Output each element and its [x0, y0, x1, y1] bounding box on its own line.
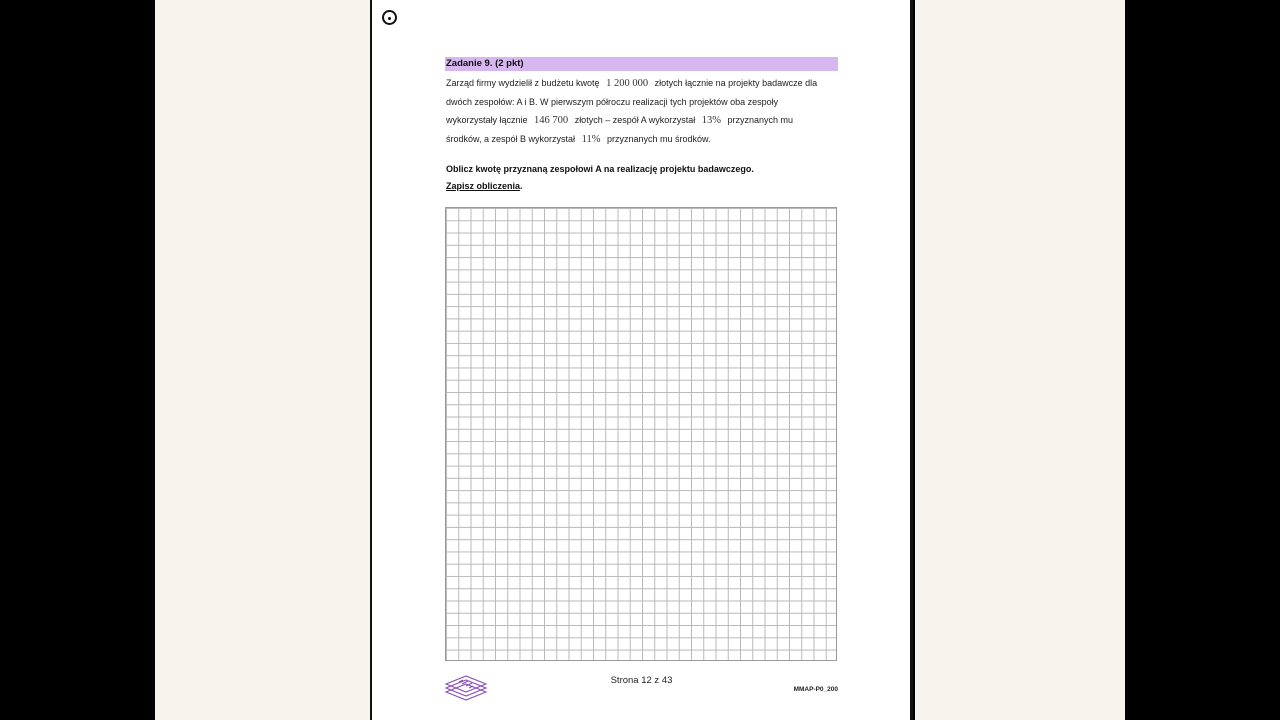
- budget-amount: 1 200 000: [606, 78, 649, 89]
- right-background: [915, 0, 1125, 720]
- page-marker-icon: [382, 10, 397, 25]
- task-line-2: dwóch zespołów: A i B. W pierwszym półroczu realizacji tych projektów oba zespoły: [446, 97, 779, 107]
- answer-grid[interactable]: [445, 207, 837, 661]
- task-line-3: wykorzystały łącznie 146 700 złotych – zespół A wykorzystał 13% przyznanych mu: [446, 115, 794, 126]
- instruction-sub: Zapisz obliczenia.: [446, 181, 523, 191]
- cke-logo-icon: [444, 673, 488, 701]
- left-background: [155, 0, 370, 720]
- page-number: Strona 12 z 43: [610, 675, 673, 686]
- instruction: [446, 161, 841, 195]
- exam-code: MMAP-P0_200: [793, 686, 838, 693]
- percent-a: 13%: [701, 115, 722, 126]
- page-border-left: [370, 0, 372, 720]
- task-line-1: Zarząd firmy wydzielił z budżetu kwotę 1 200 000 złotych łącznie na projekty badawcze dla: [446, 78, 818, 89]
- task-line-4: środków, a zespół B wykorzystał 11% przyznanych mu środków.: [446, 134, 711, 145]
- percent-b: 11%: [581, 134, 601, 145]
- page-border-right: [910, 0, 913, 720]
- spent-amount: 146 700: [534, 115, 569, 126]
- instruction-main: Oblicz kwotę przyznaną zespołowi A na realizację projektu badawczego.: [446, 164, 754, 174]
- task-text: [446, 74, 841, 149]
- task-header: Zadanie 9. (2 pkt): [445, 57, 838, 71]
